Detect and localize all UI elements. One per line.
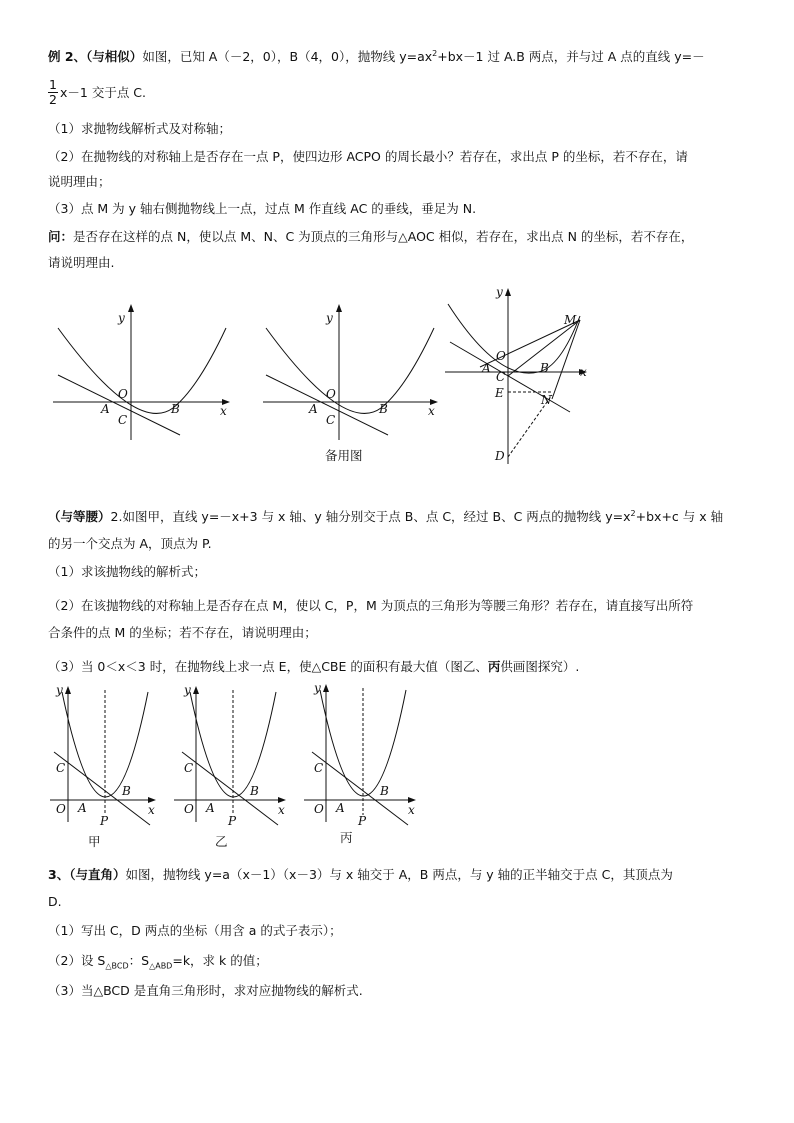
label-O: O <box>56 802 66 816</box>
p2-line2: 的另一个交点为 A，顶点为 P. <box>48 536 212 551</box>
label-y: y <box>184 683 191 697</box>
label-A: A <box>101 402 110 416</box>
label-P: P <box>358 814 367 826</box>
label-A: A <box>78 801 87 815</box>
label-x: x <box>428 404 435 418</box>
p1-ask-c: 请说明理由. <box>48 255 115 270</box>
label-x: x <box>408 803 415 817</box>
caption-bing: 丙 <box>340 830 353 845</box>
p1-ask <box>48 228 693 246</box>
p1-fraction <box>48 78 58 107</box>
label-O: O <box>496 349 506 363</box>
p1-figure-3 <box>440 282 600 467</box>
frac-den: 2 <box>49 92 57 107</box>
label-B: B <box>171 402 180 416</box>
p3-line1-text: 如图，抛物线 y=a（x－1）（x－3）与 x 轴交于 A，B 两点，与 y 轴的正半轴交于点 C，其顶点为 <box>125 867 673 882</box>
p3-line1 <box>48 866 673 884</box>
p2-q2b: 合条件的点 M 的坐标；若不存在，请说明理由； <box>48 625 317 640</box>
p2-figure-jia <box>48 680 168 828</box>
p2-q2a: （2）在该抛物线的对称轴上是否存在点 M，使以 C，P，M 为顶点的三角形为等腰三角形？若存在，请直接写出所符 <box>48 598 694 613</box>
p3-q2 <box>48 952 268 970</box>
p2-q3-text2: 供画图探究）. <box>500 659 580 674</box>
p1-line2: x－1 交于点 C. <box>60 85 146 100</box>
label-B: B <box>379 402 388 416</box>
label-P: P <box>228 814 237 828</box>
label-D: D <box>495 449 505 463</box>
p1-ask-text: 是否存在这样的点 N，使以点 M、N、C 为顶点的三角形与△AOC 相似，若存在，求出点 N 的坐标，若不存在， <box>73 229 694 244</box>
label-P: P <box>100 814 109 828</box>
label-C: C <box>184 761 194 775</box>
label-C: C <box>314 761 324 775</box>
p1-q1: （1）求抛物线解析式及对称轴； <box>48 121 231 136</box>
label-y: y <box>118 311 125 325</box>
label-C: C <box>496 370 506 384</box>
p3-line2: D. <box>48 894 62 909</box>
caption-yi: 乙 <box>215 834 228 849</box>
label-B: B <box>540 361 549 375</box>
p3-q2-sub2: △ABD <box>149 961 173 971</box>
label-A: A <box>482 361 491 375</box>
p3-q2-b: ：S <box>128 953 150 968</box>
p3-q2-sub1: △BCD <box>105 961 129 971</box>
p2-q3-bold: 丙 <box>487 659 501 674</box>
p2-figure-yi <box>172 680 297 828</box>
label-y: y <box>314 681 321 695</box>
label-B: B <box>380 784 389 798</box>
p1-line1 <box>48 48 705 66</box>
p1-tag: 例 2、（与相似） <box>48 49 143 64</box>
p2-q3-text: （3）当 0＜x＜3 时，在抛物线上求一点 E，使△CBE 的面积有最大值（图乙、 <box>48 659 488 674</box>
label-x: x <box>580 365 587 379</box>
label-O: O <box>314 802 324 816</box>
label-y: y <box>56 683 63 697</box>
label-O: O <box>118 387 128 401</box>
p2-line1-text: 2.如图甲，直线 y=－x+3 与 x 轴、y 轴分别交于点 B、点 C，经过 B、C 两点的抛物线 y=x <box>110 509 631 524</box>
label-y: y <box>326 311 333 325</box>
p1-figure-2 <box>258 300 448 445</box>
caption-jia: 甲 <box>88 834 101 849</box>
p3-q3: （3）当△BCD 是直角三角形时，求对应抛物线的解析式. <box>48 983 363 998</box>
p2-tag: （与等腰） <box>48 509 111 524</box>
p3-q2-c: =k，求 k 的值； <box>172 953 268 968</box>
p2-q1: （1）求该抛物线的解析式； <box>48 564 206 579</box>
label-y: y <box>496 285 503 299</box>
p2-sup: 2 <box>630 508 636 518</box>
p1-sup: 2 <box>432 48 438 58</box>
p1-ask-label: 问： <box>48 229 74 244</box>
caption-spare: 备用图 <box>325 448 363 463</box>
label-B: B <box>250 784 259 798</box>
p3-tag: 3、（与直角） <box>48 867 126 882</box>
label-x: x <box>220 404 227 418</box>
p1-line1-text: 如图，已知 A（－2，0），B（4，0），抛物线 y=ax <box>142 49 433 64</box>
p1-figure-1 <box>48 300 238 445</box>
label-x: x <box>148 803 155 817</box>
frac-num: 1 <box>49 77 57 92</box>
label-M: M <box>564 313 577 327</box>
p2-q3 <box>48 658 579 676</box>
p1-line1-text2: +bx－1 过 A.B 两点，并与过 A 点的直线 y=－ <box>437 49 705 64</box>
label-E: E <box>495 386 504 400</box>
label-C: C <box>326 413 336 427</box>
label-A: A <box>206 801 215 815</box>
label-B: B <box>122 784 131 798</box>
p2-line1-text2: +bx+c 与 x 轴 <box>635 509 724 524</box>
p3-q1: （1）写出 C，D 两点的坐标（用含 a 的式子表示）； <box>48 923 342 938</box>
label-O: O <box>326 387 336 401</box>
label-A: A <box>336 801 345 815</box>
p2-figure-bing <box>302 678 427 826</box>
p1-q2b: 说明理由； <box>48 174 111 189</box>
label-N: N <box>541 393 552 407</box>
label-C: C <box>118 413 128 427</box>
label-O: O <box>184 802 194 816</box>
label-C: C <box>56 761 66 775</box>
p1-q3: （3）点 M 为 y 轴右侧抛物线上一点，过点 M 作直线 AC 的垂线，垂足为 N. <box>48 201 477 216</box>
label-x: x <box>278 803 285 817</box>
p1-q2a: （2）在抛物线的对称轴上是否存在一点 P，使四边形 ACPO 的周长最小？若存在，求出点 P 的坐标，若不存在，请 <box>48 149 688 164</box>
label-A: A <box>309 402 318 416</box>
p3-q2-a: （2）设 S <box>48 953 106 968</box>
p2-line1 <box>48 508 723 526</box>
